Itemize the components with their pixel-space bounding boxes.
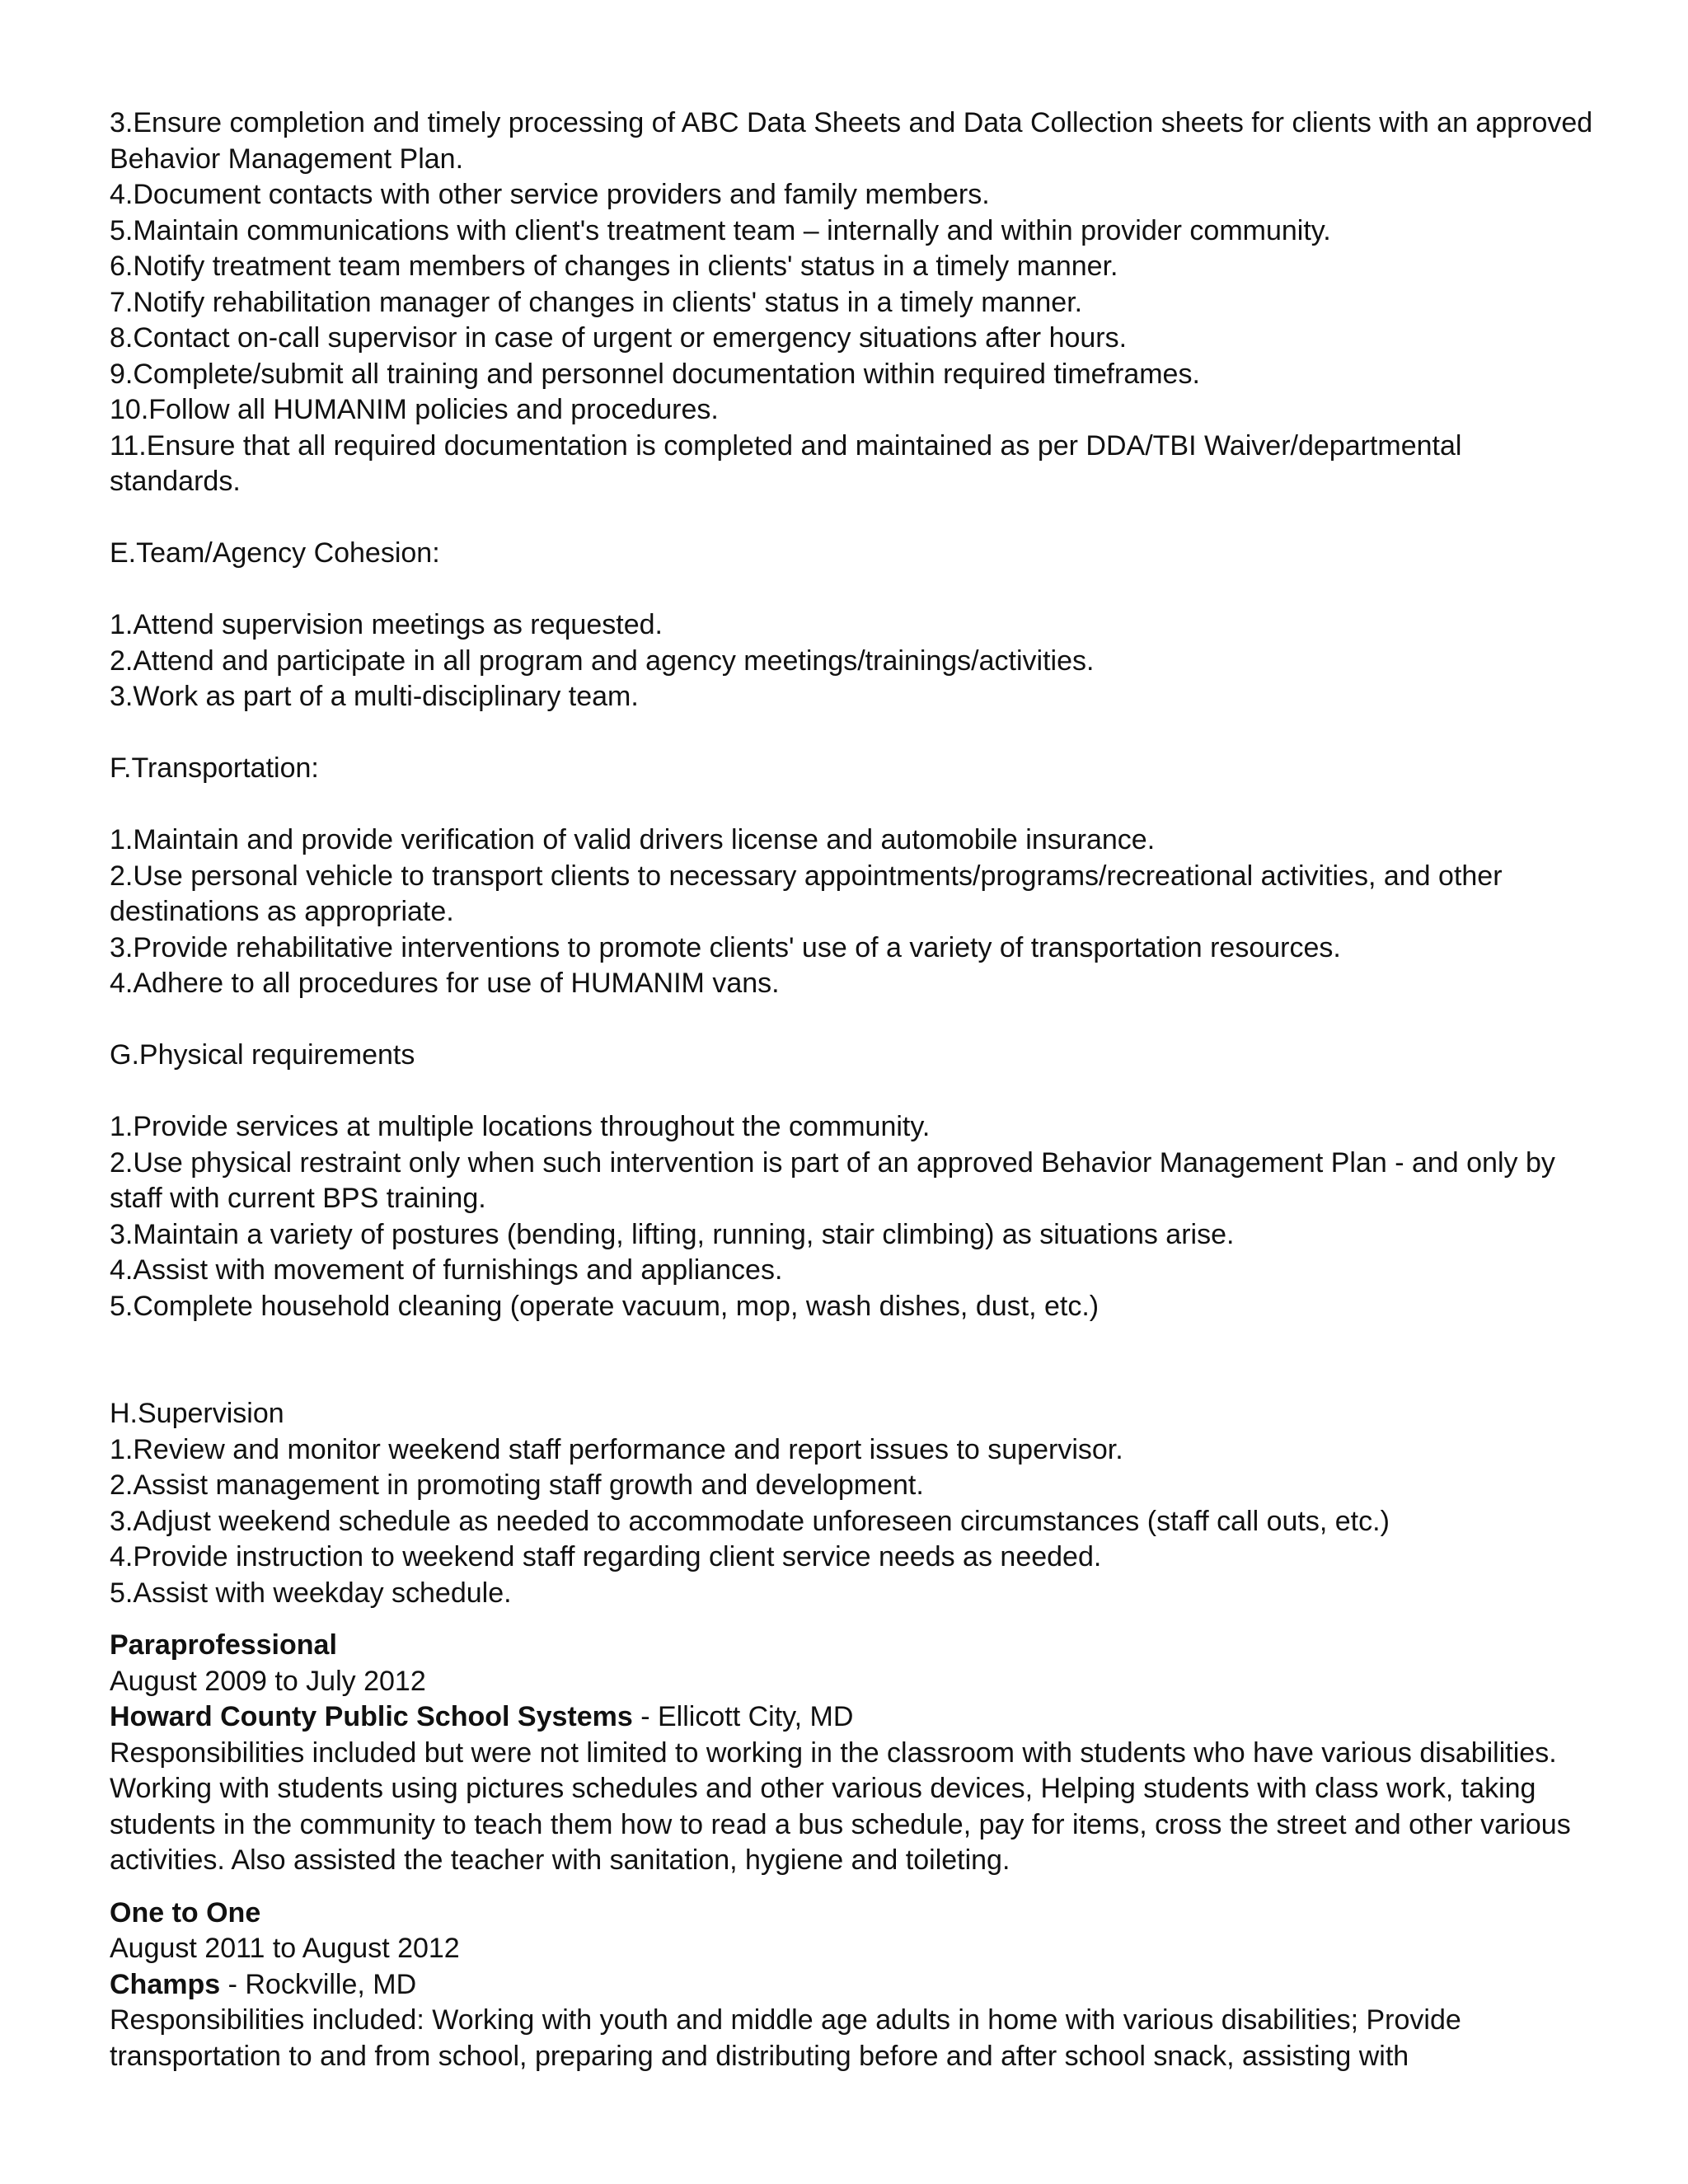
list-item: 7.Notify rehabilitation manager of changes in clients' status in a timely manner.: [110, 286, 1083, 318]
list-item: 4.Assist with movement of furnishings and appliances.: [110, 1254, 783, 1286]
list-item: 5.Maintain communications with client's treatment team – internally and within provider community.: [110, 214, 1331, 246]
section-heading-physical-requirements: G.Physical requirements: [110, 1039, 415, 1071]
list-item: 3.Maintain a variety of postures (bending, lifting, running, stair climbing) as situations arise.: [110, 1218, 1235, 1250]
list-item: 3.Work as part of a multi-disciplinary team.: [110, 681, 639, 712]
job-title: One to One: [110, 1896, 261, 1929]
section-f-list: [110, 823, 1593, 1002]
list-item: 4.Adhere to all procedures for use of HUMANIM vans.: [110, 968, 780, 999]
section-heading-transportation: F.Transportation:: [110, 752, 319, 784]
list-item: 11.Ensure that all required documentation is completed and maintained as per DDA/TBI Waiver/departmental standards.: [110, 429, 1462, 497]
job-dates: August 2009 to July 2012: [110, 1665, 426, 1697]
list-item: 4.Document contacts with other service providers and family members.: [110, 179, 990, 210]
job-description: Responsibilities included but were not limited to working in the classroom with students who have various disabilities. Working with students using pictures schedules and other various devices, Helping students with class work, taking students in the community to teach them how to read a bus schedule, pay for items, cross the street and other various activities. Also assisted the teacher with sanitation, hygiene and toileting.: [110, 1736, 1571, 1876]
employer-location: - Rockville, MD: [220, 1968, 417, 2000]
list-item: 1.Review and monitor weekend staff performance and report issues to supervisor.: [110, 1433, 1123, 1465]
job-description: Responsibilities included: Working with youth and middle age adults in home with various disabilities; Provide transportation to and from school, preparing and distributing before and after school snack, assisting with: [110, 2004, 1461, 2072]
job-employer-line: [110, 1699, 1593, 1736]
list-item: 9.Complete/submit all training and personnel documentation within required timeframes.: [110, 358, 1200, 390]
list-item: 1.Attend supervision meetings as requested.: [110, 609, 663, 640]
list-item: 4.Provide instruction to weekend staff regarding client service needs as needed.: [110, 1541, 1102, 1572]
resume-page: [110, 105, 1593, 2074]
list-item: 2.Assist management in promoting staff growth and development.: [110, 1469, 924, 1501]
list-item: 2.Use personal vehicle to transport clients to necessary appointments/programs/recreational activities, and other destinations as appropriate.: [110, 860, 1503, 927]
employer-location: - Ellicott City, MD: [632, 1701, 854, 1732]
list-item: 1.Maintain and provide verification of valid drivers license and automobile insurance.: [110, 824, 1156, 855]
list-item: 3.Provide rehabilitative interventions to promote clients' use of a variety of transportation resources.: [110, 931, 1341, 963]
list-item: 1.Provide services at multiple locations throughout the community.: [110, 1111, 931, 1142]
job-title: Paraprofessional: [110, 1629, 337, 1661]
list-item: 3.Adjust weekend schedule as needed to accommodate unforeseen circumstances (staff call outs, etc.): [110, 1505, 1390, 1537]
employer-name: Howard County Public School Systems: [110, 1701, 633, 1732]
list-item: 2.Attend and participate in all program and agency meetings/trainings/activities.: [110, 644, 1095, 677]
job-dates: August 2011 to August 2012: [110, 1933, 460, 1964]
list-item: 8.Contact on-call supervisor in case of urgent or emergency situations after hours.: [110, 322, 1128, 354]
list-item: 5.Assist with weekday schedule.: [110, 1577, 512, 1609]
section-g-list: [110, 1109, 1593, 1324]
section-e-list: [110, 607, 1593, 715]
job-entry: [110, 1896, 1593, 2075]
list-item: 10.Follow all HUMANIM policies and procedures.: [110, 394, 719, 425]
list-item: 2.Use physical restraint only when such intervention is part of an approved Behavior Management Plan - and only by staff with current BPS training.: [110, 1146, 1555, 1214]
section-h-list: [110, 1432, 1593, 1612]
list-item: 5.Complete household cleaning (operate vacuum, mop, wash dishes, dust, etc.): [110, 1290, 1100, 1322]
job-entry: [110, 1628, 1593, 1879]
section-d-list: [110, 105, 1593, 500]
list-item: 6.Notify treatment team members of changes in clients' status in a timely manner.: [110, 251, 1118, 282]
job-employer-line: [110, 1967, 1593, 2004]
section-heading-supervision: H.Supervision: [110, 1398, 284, 1429]
employer-name: Champs: [110, 1968, 221, 2000]
list-item: 3.Ensure completion and timely processing of ABC Data Sheets and Data Collection sheets for clients with an approved Behavior Management Plan.: [110, 107, 1593, 175]
section-heading-team-agency-cohesion: E.Team/Agency Cohesion:: [110, 537, 440, 569]
